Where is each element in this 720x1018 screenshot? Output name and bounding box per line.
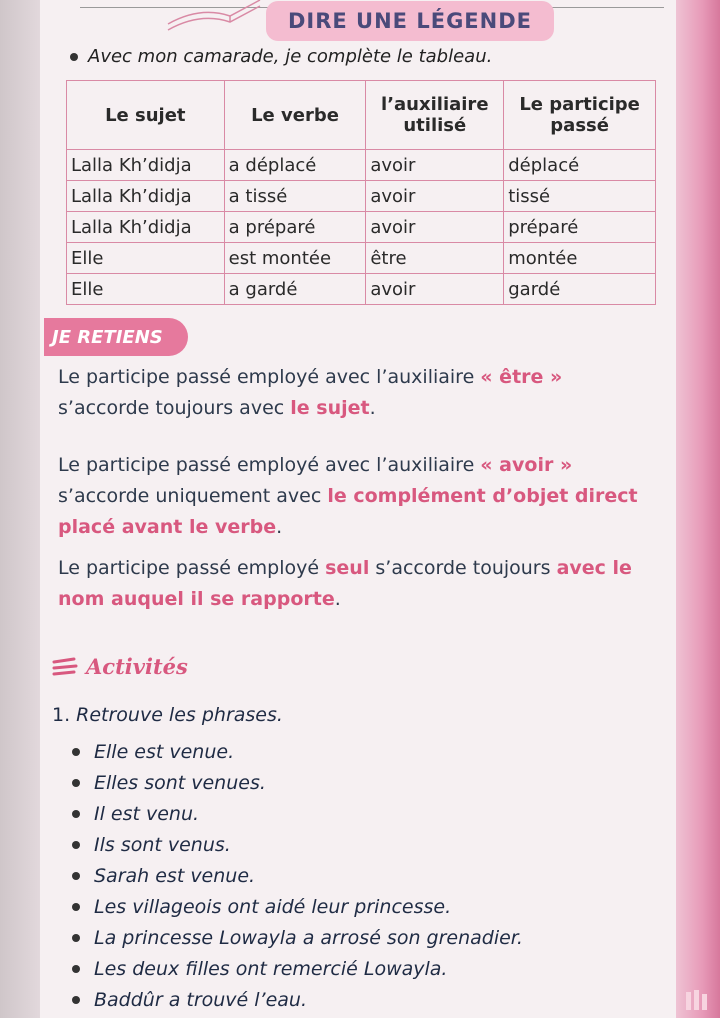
list-item-text: Les deux filles ont remercié Lowayla. (94, 957, 448, 980)
column-header: Le sujet (67, 81, 225, 150)
rule-seul (58, 553, 654, 615)
rule-highlight: le complément d’objet direct placé avant le verbe (58, 485, 638, 538)
rule-text: s’accorde toujours (369, 557, 557, 579)
table-cell: tissé (504, 181, 656, 212)
sentence-list (72, 736, 523, 1015)
list-item (72, 860, 523, 891)
table-cell: est montée (224, 243, 366, 274)
rule-highlight: « avoir » (480, 454, 573, 476)
rule-text: s’accorde toujours avec (58, 397, 291, 419)
list-item (72, 891, 523, 922)
table-cell: avoir (366, 274, 504, 305)
table-row (67, 181, 656, 212)
table-cell: Elle (67, 274, 225, 305)
table-row (67, 243, 656, 274)
table-cell: préparé (504, 212, 656, 243)
bullet-icon (72, 841, 80, 849)
exercise-number: 1. (52, 704, 71, 726)
table-cell: avoir (366, 150, 504, 181)
list-item (72, 829, 523, 860)
open-book-icon (160, 0, 270, 32)
table-cell: a gardé (224, 274, 366, 305)
list-item-text: Il est venu. (94, 802, 200, 825)
rule-highlight: avec le nom auquel il se rapporte (58, 557, 632, 610)
intro-text: Avec mon camarade, je complète le tableau. (88, 46, 493, 67)
table-cell: Lalla Kh’didja (67, 150, 225, 181)
table-cell: a tissé (224, 181, 366, 212)
table-cell: Elle (67, 243, 225, 274)
bullet-icon (72, 872, 80, 880)
pencils-icon (682, 988, 710, 1012)
bullet-icon (72, 779, 80, 787)
column-header: l’auxiliaire utilisé (366, 81, 504, 150)
je-retiens-text: JE RETIENS (52, 326, 163, 348)
list-item-text: Les villageois ont aidé leur princesse. (94, 895, 452, 918)
list-item-text: La princesse Lowayla a arrosé son grenadier. (94, 926, 523, 949)
list-item (72, 953, 523, 984)
table-cell: Lalla Kh’didja (67, 181, 225, 212)
exercise-instruction: Retrouve les phrases. (76, 704, 283, 726)
table-cell: Lalla Kh’didja (67, 212, 225, 243)
rule-text: . (276, 516, 283, 538)
list-item (72, 984, 523, 1015)
column-header: Le participe passé (504, 81, 656, 150)
rule-highlight: « être » (480, 366, 563, 388)
rule-text: Le participe passé employé avec l’auxiliaire (58, 454, 481, 476)
page-right-edge (676, 0, 720, 1018)
rule-etre (58, 362, 654, 424)
table-cell: déplacé (504, 150, 656, 181)
rule-text: Le participe passé employé avec l’auxiliaire (58, 366, 481, 388)
table-header-row (67, 81, 656, 150)
rule-text: . (334, 588, 341, 610)
list-item-text: Baddûr a trouvé l’eau. (94, 988, 308, 1011)
list-item (72, 922, 523, 953)
list-item-text: Elle est venue. (94, 740, 235, 763)
table-cell: avoir (366, 212, 504, 243)
conjugation-table (66, 80, 656, 305)
table-row (67, 212, 656, 243)
bullet-icon (72, 748, 80, 756)
je-retiens-label (44, 318, 188, 356)
rule-avoir (58, 450, 654, 543)
list-item-text: Elles sont venues. (94, 771, 266, 794)
rule-text: . (369, 397, 376, 419)
intro-line (70, 46, 492, 67)
section-title-banner (266, 1, 554, 41)
column-header: Le verbe (224, 81, 366, 150)
list-item-text: Ils sont venus. (94, 833, 231, 856)
rule-text: Le participe passé employé (58, 557, 326, 579)
table-cell: a préparé (224, 212, 366, 243)
activites-heading (52, 654, 188, 679)
bullet-icon (72, 934, 80, 942)
rule-highlight: seul (325, 557, 370, 579)
list-item-text: Sarah est venue. (94, 864, 256, 887)
bullet-icon (72, 810, 80, 818)
table-row (67, 150, 656, 181)
bullet-icon (72, 965, 80, 973)
table-cell: avoir (366, 181, 504, 212)
table-row (67, 274, 656, 305)
exercise-title (52, 704, 283, 726)
list-item (72, 767, 523, 798)
section-title: DIRE UNE LÉGENDE (287, 9, 533, 33)
list-item (72, 736, 523, 767)
table-cell: être (366, 243, 504, 274)
rule-highlight: le sujet (290, 397, 370, 419)
table-cell: gardé (504, 274, 656, 305)
page-left-edge (0, 0, 40, 1018)
stacked-books-icon (52, 656, 78, 678)
table-cell: montée (504, 243, 656, 274)
activites-title: Activités (86, 654, 188, 679)
list-item (72, 798, 523, 829)
bullet-icon (70, 53, 78, 61)
table-cell: a déplacé (224, 150, 366, 181)
rule-text: s’accorde uniquement avec (58, 485, 328, 507)
bullet-icon (72, 996, 80, 1004)
bullet-icon (72, 903, 80, 911)
